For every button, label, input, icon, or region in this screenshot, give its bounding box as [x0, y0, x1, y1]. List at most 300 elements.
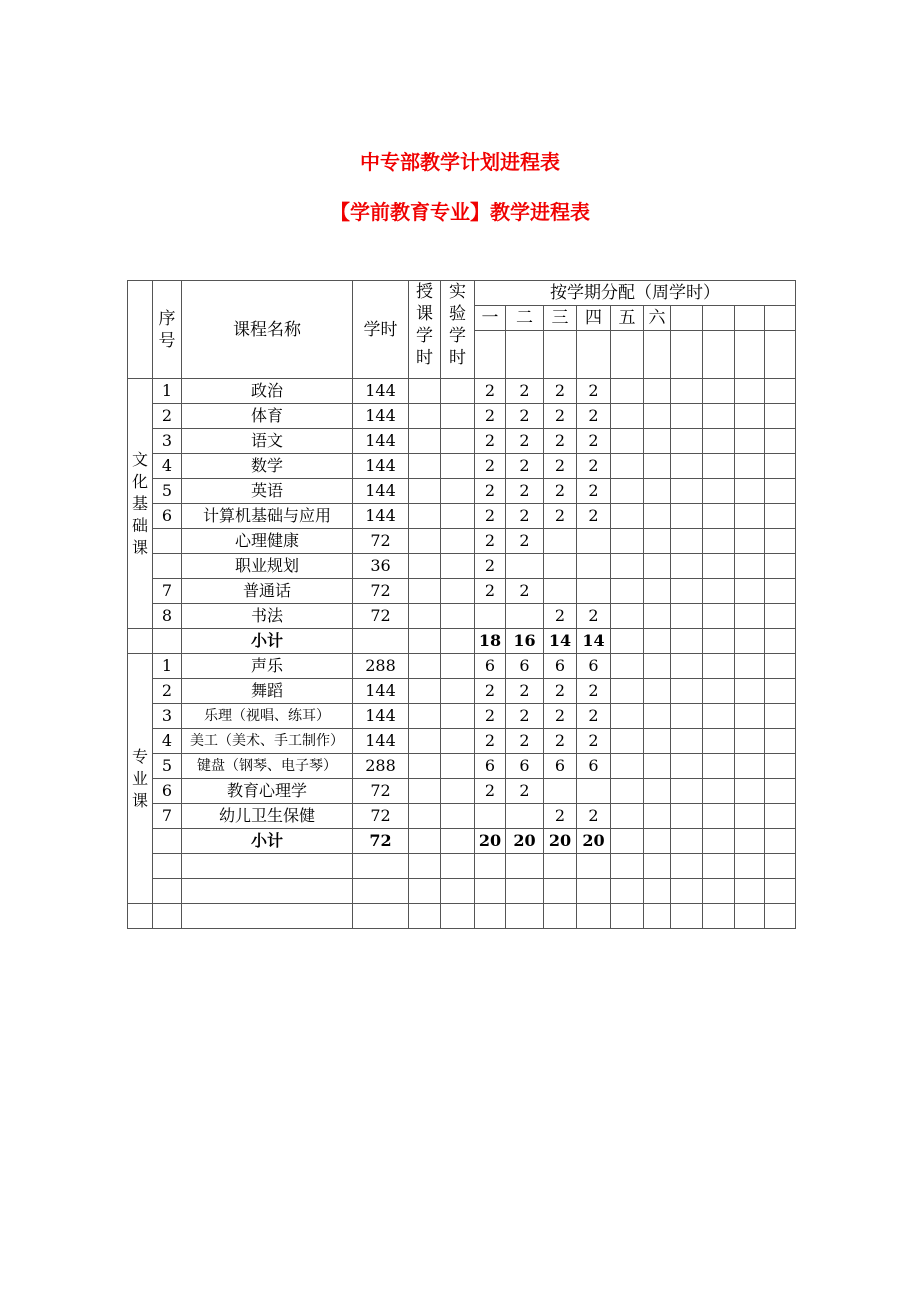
hours-cell: 144 [353, 479, 409, 504]
semester-cell [735, 529, 765, 554]
lab-hours-cell [441, 454, 475, 479]
lab-hours-cell [441, 679, 475, 704]
semester-cell [577, 779, 611, 804]
semester-cell [703, 704, 735, 729]
blank-cell [506, 854, 544, 879]
blank-cell [644, 854, 671, 879]
semester-cell [644, 629, 671, 654]
semester-cell: 2 [544, 479, 577, 504]
course-name-cell: 政治 [182, 379, 353, 404]
blank-cell [153, 879, 182, 904]
semester-cell [611, 579, 644, 604]
semester-cell [765, 479, 796, 504]
blank-cell [544, 854, 577, 879]
blank-cell [475, 904, 506, 929]
lecture-hours-cell [409, 579, 441, 604]
course-name-cell: 键盘（钢琴、电子琴） [182, 754, 353, 779]
blank-cell [577, 331, 611, 379]
header-semester-5: 五 [611, 306, 644, 331]
semester-cell [703, 529, 735, 554]
header-lab-hours: 实验学时 [441, 281, 475, 379]
blank-cell [577, 904, 611, 929]
lecture-hours-cell [409, 779, 441, 804]
hours-cell: 144 [353, 679, 409, 704]
semester-cell: 2 [577, 379, 611, 404]
course-name-cell: 职业规划 [182, 554, 353, 579]
semester-cell [703, 429, 735, 454]
header-semester-4: 四 [577, 306, 611, 331]
semester-cell [671, 829, 703, 854]
semester-cell: 2 [475, 479, 506, 504]
blank-cell [671, 879, 703, 904]
seq-cell [153, 554, 182, 579]
blank-cell [182, 854, 353, 879]
semester-cell: 2 [506, 404, 544, 429]
blank-cell [765, 854, 796, 879]
semester-cell [735, 579, 765, 604]
hours-cell: 144 [353, 379, 409, 404]
hours-cell: 288 [353, 754, 409, 779]
header-semester-10 [765, 306, 796, 331]
blank-cell [506, 331, 544, 379]
table-row [128, 554, 796, 579]
semester-cell [671, 379, 703, 404]
semester-cell: 6 [475, 654, 506, 679]
group-header-cell [128, 281, 153, 379]
blank-cell [671, 854, 703, 879]
semester-cell [644, 479, 671, 504]
semester-cell [703, 804, 735, 829]
semester-cell [671, 479, 703, 504]
blank-cell [611, 879, 644, 904]
semester-cell: 2 [544, 804, 577, 829]
lab-hours-cell [441, 654, 475, 679]
course-name-cell: 普通话 [182, 579, 353, 604]
semester-cell [611, 754, 644, 779]
semester-cell: 14 [577, 629, 611, 654]
lab-hours-cell [441, 829, 475, 854]
semester-cell [611, 554, 644, 579]
semester-cell: 2 [475, 404, 506, 429]
seq-cell: 3 [153, 704, 182, 729]
semester-cell [765, 804, 796, 829]
semester-cell: 2 [506, 479, 544, 504]
semester-cell: 2 [506, 779, 544, 804]
teaching-plan-table [127, 280, 796, 929]
seq-cell: 6 [153, 504, 182, 529]
blank-cell [611, 331, 644, 379]
hours-cell: 72 [353, 779, 409, 804]
semester-cell [644, 529, 671, 554]
blank-cell [441, 904, 475, 929]
blank-cell [644, 904, 671, 929]
semester-cell [577, 554, 611, 579]
blank-cell [765, 904, 796, 929]
semester-cell [671, 454, 703, 479]
semester-cell: 2 [506, 679, 544, 704]
lab-hours-cell [441, 404, 475, 429]
semester-cell [703, 554, 735, 579]
semester-cell [506, 554, 544, 579]
blank-cell [353, 904, 409, 929]
table-row [128, 729, 796, 754]
semester-cell [671, 804, 703, 829]
semester-cell [644, 404, 671, 429]
semester-cell [703, 604, 735, 629]
lab-hours-cell [441, 504, 475, 529]
semester-cell [611, 679, 644, 704]
semester-cell [735, 404, 765, 429]
semester-cell: 6 [544, 754, 577, 779]
semester-cell [506, 804, 544, 829]
semester-cell [703, 679, 735, 704]
blank-cell [475, 331, 506, 379]
blank-cell [577, 879, 611, 904]
semester-cell [703, 654, 735, 679]
semester-cell: 2 [475, 679, 506, 704]
header-semester-9 [735, 306, 765, 331]
table-row [128, 879, 796, 904]
header-course-name: 课程名称 [182, 281, 353, 379]
semester-cell [703, 629, 735, 654]
semester-cell: 6 [475, 754, 506, 779]
semester-cell [671, 579, 703, 604]
subtotal-row [128, 629, 796, 654]
blank-cell [703, 854, 735, 879]
blank-cell [409, 904, 441, 929]
semester-cell: 20 [577, 829, 611, 854]
course-name-cell: 教育心理学 [182, 779, 353, 804]
lecture-hours-cell [409, 654, 441, 679]
semester-cell [703, 404, 735, 429]
semester-cell [611, 529, 644, 554]
semester-cell [765, 604, 796, 629]
blank-cell [182, 879, 353, 904]
semester-cell [765, 754, 796, 779]
semester-cell [644, 554, 671, 579]
header-semester-1: 一 [475, 306, 506, 331]
semester-cell [544, 529, 577, 554]
semester-cell [703, 504, 735, 529]
semester-cell [735, 754, 765, 779]
seq-cell: 7 [153, 804, 182, 829]
lecture-hours-cell [409, 479, 441, 504]
semester-cell: 2 [475, 779, 506, 804]
lab-hours-cell [441, 579, 475, 604]
semester-cell [765, 554, 796, 579]
blank-cell [506, 879, 544, 904]
semester-cell [671, 654, 703, 679]
semester-cell [611, 604, 644, 629]
table-row [128, 479, 796, 504]
semester-cell: 2 [577, 679, 611, 704]
semester-cell [703, 479, 735, 504]
semester-cell [611, 804, 644, 829]
semester-cell [475, 804, 506, 829]
semester-cell [735, 704, 765, 729]
header-semester-7 [671, 306, 703, 331]
semester-cell [703, 754, 735, 779]
semester-cell [703, 729, 735, 754]
blank-cell [765, 879, 796, 904]
semester-cell: 2 [544, 379, 577, 404]
semester-cell [671, 679, 703, 704]
semester-cell [644, 379, 671, 404]
table-row [128, 779, 796, 804]
semester-cell: 20 [475, 829, 506, 854]
semester-cell: 2 [506, 529, 544, 554]
semester-cell [644, 754, 671, 779]
semester-cell: 2 [577, 604, 611, 629]
lecture-hours-cell [409, 804, 441, 829]
table-row [128, 854, 796, 879]
course-name-cell: 声乐 [182, 654, 353, 679]
semester-cell [644, 829, 671, 854]
semester-cell [765, 654, 796, 679]
lab-hours-cell [441, 429, 475, 454]
semester-cell [735, 379, 765, 404]
semester-cell [765, 829, 796, 854]
hours-cell: 144 [353, 454, 409, 479]
lecture-hours-cell [409, 629, 441, 654]
blank-cell [735, 854, 765, 879]
lecture-hours-cell [409, 679, 441, 704]
group-label-1: 文化基础课 [128, 379, 153, 629]
header-semester-3: 三 [544, 306, 577, 331]
semester-cell [644, 429, 671, 454]
semester-cell [611, 829, 644, 854]
seq-cell: 6 [153, 779, 182, 804]
blank-cell [703, 331, 735, 379]
course-name-cell: 语文 [182, 429, 353, 454]
semester-cell [765, 404, 796, 429]
document-title: 中专部教学计划进程表 [360, 150, 560, 174]
semester-cell: 2 [475, 379, 506, 404]
semester-cell [735, 504, 765, 529]
semester-cell [735, 629, 765, 654]
semester-cell: 2 [506, 704, 544, 729]
blank-cell [703, 879, 735, 904]
semester-cell: 6 [577, 754, 611, 779]
blank-cell [611, 854, 644, 879]
semester-cell: 6 [506, 654, 544, 679]
blank-cell [409, 879, 441, 904]
semester-cell [671, 554, 703, 579]
semester-cell [644, 604, 671, 629]
semester-cell [544, 579, 577, 604]
semester-cell: 2 [544, 429, 577, 454]
semester-cell [735, 779, 765, 804]
semester-cell [735, 829, 765, 854]
seq-cell: 2 [153, 679, 182, 704]
blank-cell [409, 854, 441, 879]
group-blank-cell [128, 904, 153, 929]
semester-cell: 2 [544, 704, 577, 729]
seq-cell [153, 829, 182, 854]
seq-cell: 7 [153, 579, 182, 604]
blank-cell [153, 904, 182, 929]
semester-cell [735, 554, 765, 579]
lab-hours-cell [441, 479, 475, 504]
lecture-hours-cell [409, 529, 441, 554]
semester-cell [765, 429, 796, 454]
lab-hours-cell [441, 529, 475, 554]
semester-cell [644, 579, 671, 604]
semester-cell: 2 [506, 429, 544, 454]
course-name-cell: 数学 [182, 454, 353, 479]
semester-cell: 2 [506, 504, 544, 529]
header-hours: 学时 [353, 281, 409, 379]
blank-cell [644, 879, 671, 904]
lecture-hours-cell [409, 554, 441, 579]
course-name-cell: 计算机基础与应用 [182, 504, 353, 529]
blank-cell [544, 331, 577, 379]
semester-cell: 6 [577, 654, 611, 679]
lab-hours-cell [441, 779, 475, 804]
blank-cell [735, 879, 765, 904]
table-row [128, 604, 796, 629]
semester-cell: 2 [475, 579, 506, 604]
course-name-cell: 舞蹈 [182, 679, 353, 704]
semester-cell: 6 [506, 754, 544, 779]
semester-cell: 2 [475, 554, 506, 579]
table-row [128, 904, 796, 929]
hours-cell: 72 [353, 829, 409, 854]
header-lecture-hours: 授课学时 [409, 281, 441, 379]
blank-cell [765, 331, 796, 379]
table-row [128, 704, 796, 729]
seq-cell: 1 [153, 654, 182, 679]
lab-hours-cell [441, 704, 475, 729]
semester-cell [765, 504, 796, 529]
semester-cell [671, 754, 703, 779]
semester-cell: 2 [544, 504, 577, 529]
semester-cell [611, 504, 644, 529]
semester-cell [644, 654, 671, 679]
semester-cell: 20 [506, 829, 544, 854]
subtotal-row [128, 829, 796, 854]
semester-cell: 2 [475, 504, 506, 529]
semester-cell: 2 [544, 404, 577, 429]
seq-cell: 8 [153, 604, 182, 629]
blank-cell [475, 879, 506, 904]
course-name-cell: 乐理（视唱、练耳） [182, 704, 353, 729]
semester-cell [735, 604, 765, 629]
table-row [128, 529, 796, 554]
semester-cell [765, 454, 796, 479]
semester-cell: 18 [475, 629, 506, 654]
lab-hours-cell [441, 804, 475, 829]
semester-cell [671, 429, 703, 454]
lab-hours-cell [441, 554, 475, 579]
hours-cell: 144 [353, 729, 409, 754]
lecture-hours-cell [409, 404, 441, 429]
hours-cell: 144 [353, 504, 409, 529]
semester-cell: 2 [577, 454, 611, 479]
blank-cell [182, 904, 353, 929]
seq-cell: 4 [153, 729, 182, 754]
semester-cell [644, 454, 671, 479]
header-semester-2: 二 [506, 306, 544, 331]
semester-cell: 14 [544, 629, 577, 654]
semester-cell: 2 [544, 729, 577, 754]
semester-cell: 2 [506, 579, 544, 604]
semester-cell [644, 804, 671, 829]
semester-cell [611, 729, 644, 754]
semester-cell [765, 679, 796, 704]
semester-cell [671, 404, 703, 429]
semester-cell [671, 529, 703, 554]
lab-hours-cell [441, 629, 475, 654]
blank-cell [506, 904, 544, 929]
header-semester-6: 六 [644, 306, 671, 331]
group-blank-cell [128, 629, 153, 654]
table-row [128, 804, 796, 829]
semester-cell: 2 [577, 404, 611, 429]
semester-cell: 2 [475, 429, 506, 454]
semester-cell [644, 779, 671, 804]
semester-cell: 2 [577, 504, 611, 529]
semester-cell [765, 729, 796, 754]
seq-cell: 3 [153, 429, 182, 454]
semester-cell: 2 [475, 454, 506, 479]
blank-cell [353, 879, 409, 904]
semester-cell [644, 504, 671, 529]
seq-cell: 4 [153, 454, 182, 479]
hours-cell: 72 [353, 579, 409, 604]
blank-cell [441, 879, 475, 904]
header-semester-8 [703, 306, 735, 331]
course-name-cell: 小计 [182, 829, 353, 854]
blank-cell [735, 904, 765, 929]
semester-cell [611, 704, 644, 729]
semester-cell: 2 [506, 729, 544, 754]
semester-cell: 2 [577, 804, 611, 829]
semester-cell: 2 [577, 704, 611, 729]
semester-cell [735, 454, 765, 479]
semester-cell [611, 379, 644, 404]
hours-cell: 72 [353, 529, 409, 554]
semester-cell: 2 [544, 454, 577, 479]
course-name-cell: 体育 [182, 404, 353, 429]
blank-cell [577, 854, 611, 879]
semester-cell [765, 779, 796, 804]
course-name-cell: 小计 [182, 629, 353, 654]
semester-cell [765, 379, 796, 404]
seq-cell: 5 [153, 754, 182, 779]
semester-cell [671, 704, 703, 729]
semester-cell [544, 779, 577, 804]
semester-cell [735, 679, 765, 704]
blank-cell [475, 854, 506, 879]
blank-cell [735, 331, 765, 379]
blank-cell [671, 331, 703, 379]
semester-cell [577, 529, 611, 554]
table-row [128, 454, 796, 479]
hours-cell: 288 [353, 654, 409, 679]
semester-cell [703, 454, 735, 479]
semester-cell [765, 529, 796, 554]
table-row [128, 579, 796, 604]
semester-cell [703, 779, 735, 804]
semester-cell [735, 479, 765, 504]
semester-cell: 6 [544, 654, 577, 679]
semester-cell: 2 [577, 729, 611, 754]
semester-cell [644, 729, 671, 754]
semester-cell: 2 [544, 679, 577, 704]
table-row [128, 679, 796, 704]
seq-cell [153, 629, 182, 654]
